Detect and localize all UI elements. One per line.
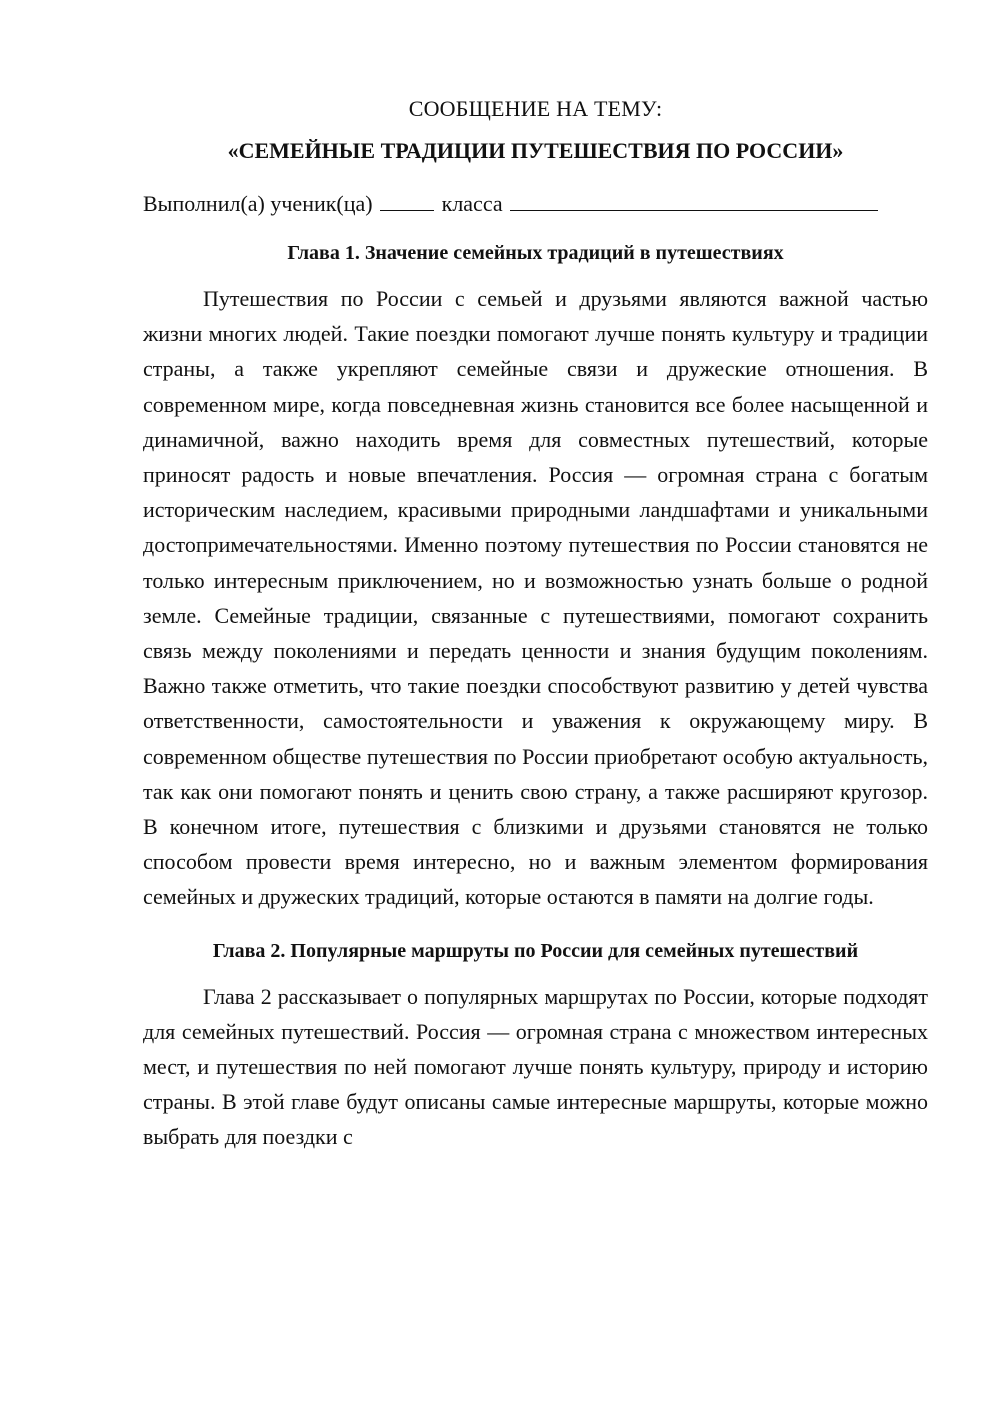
author-line (143, 188, 928, 219)
chapter-1-heading: Глава 1. Значение семейных традиций в путешествиях (287, 242, 784, 264)
author-class-label: класса (441, 191, 503, 216)
student-name-blank (510, 188, 878, 211)
document-page (143, 94, 928, 1155)
chapter-2-heading: Глава 2. Популярные маршруты по России для семейных путешествий (212, 939, 859, 962)
chapter-1-paragraph: Путешествия по России с семьей и друзьями являются важной частью жизни многих людей. Такие поездки помогают лучше понять культуру и традиции страны, а также укрепляют семейные связи и дружеские отношения. В современном мире, когда повседневная жизнь становится все более насыщенной и динамичной, важно находить время для совместных путешествий, которые приносят радость и новые впечатления. Россия — огромная страна с богатым историческим наследием, красивыми природными ландшафтами и уникальными достопримечательностями. Именно поэтому путешествия по России становятся не только интересным приключением, но и возможностью узнать больше о родной земле. Семейные традиции, связанные с путешествиями, помогают сохранить связь между поколениями и передать ценности и знания будущим поколениям. Важно также отметить, что такие поездки способствуют развитию у детей чувства ответственности, самостоятельности и уважения к окружающему миру. В современном обществе путешествия по России приобретают особую актуальность, так как они помогают понять и ценить свою страну, а также расширяют кругозор. В конечном итоге, путешествия с близкими и друзьями становятся не только способом провести время интересно, но и важным элементом формирования семейных и дружеских традиций, которые остаются в памяти на долгие годы. (143, 286, 928, 910)
document-title-line-2: «СЕМЕЙНЫЕ ТРАДИЦИИ ПУТЕШЕСТВИЯ ПО РОССИИ» (227, 138, 844, 163)
class-number-blank (380, 188, 434, 211)
document-title-line-1: СООБЩЕНИЕ НА ТЕМУ: (408, 96, 663, 121)
chapter-2-paragraph: Глава 2 рассказывает о популярных маршрутах по России, которые подходят для семейных путешествий. Россия — огромная страна с множеством интересных мест, и путешествия по ней помогают лучше понять культуру, природу и историю страны. В этой главе будут описаны самые интересные маршруты, которые можно выбрать для поездки с (143, 983, 928, 1150)
author-prefix: Выполнил(а) ученик(ца) (143, 191, 373, 216)
